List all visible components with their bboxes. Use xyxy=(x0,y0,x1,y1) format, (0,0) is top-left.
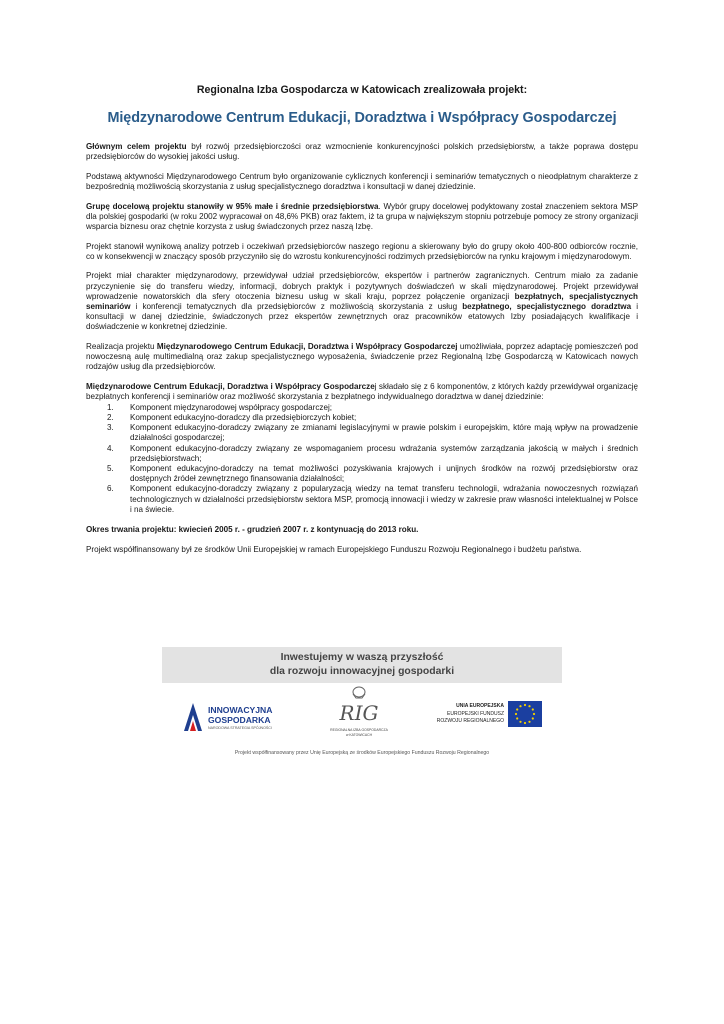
components-list xyxy=(86,403,638,515)
document-page xyxy=(86,84,638,564)
list-item xyxy=(86,444,638,464)
intl-bold-seminars: bezpłatnych, specjalistycznych seminariów xyxy=(86,291,639,311)
paragraph-activity: Podstawą aktywności Międzynarodowego Centrum było organizowanie cyklicznych konferencji i seminariów tematycznych o nieodpłatnym charakterze z bezpośrednią możliwością skorzystania z usług specjalistycznego doradztwa i konsultacji w danej dziedzinie. xyxy=(86,171,638,191)
list-text: Komponent międzynarodowej współpracy gospodarczej; xyxy=(130,402,333,412)
banner-title-line1: Inwestujemy w waszą przyszłość xyxy=(280,652,444,663)
eu-line1: UNIA EUROPEJSKA xyxy=(456,703,504,709)
realization-text-c: umożliwiała, poprzez adaptację pomieszczeń pod nowoczesną aulę multimedialną oraz zakup specjalistycznego wyposażenia, świadczenie przez Regionalną Izbę Gospodarczą w Katowicach nowych rodzajów usług dla przedsiębiorców. xyxy=(86,342,638,372)
list-item xyxy=(86,464,638,484)
list-text: Komponent edukacyjno-doradczy związany ze wspomaganiem procesu wdrażania systemów zarządzania jakością w małych i średnich przedsiębiorstwach; xyxy=(130,443,638,463)
banner-footer: Projekt współfinansowany przez Unię Europejską ze środków Europejskiego Funduszu Rozwoju Regionalnego xyxy=(234,750,490,756)
eu-line3: ROZWOJU REGIONALNEGO xyxy=(436,718,504,724)
realization-text-a: Realizacja projektu xyxy=(86,342,157,351)
intro-heading: Regionalna Izba Gospodarcza w Katowicach zrealizowała projekt: xyxy=(196,84,528,96)
paragraph-goal xyxy=(86,142,638,162)
rig-emblem-icon xyxy=(322,684,396,728)
components-bold: Międzynarodowe Centrum Edukacji, Doradztwa i Współpracy Gospodarcze xyxy=(86,382,375,391)
list-number: 3. xyxy=(107,423,114,433)
list-item xyxy=(86,484,638,515)
eu-line2: EUROPEJSKI FUNDUSZ xyxy=(447,711,504,717)
list-number: 5. xyxy=(107,464,114,474)
project-title: Międzynarodowe Centrum Edukacji, Doradztwa i Współpracy Gospodarczej xyxy=(107,110,617,126)
eu-logo xyxy=(424,701,554,737)
rig-logo xyxy=(322,684,396,740)
project-duration: Okres trwania projektu: kwiecień 2005 r. - grudzień 2007 r. z kontynuacją do 2013 roku. xyxy=(86,525,419,535)
eu-flag-icon xyxy=(508,701,542,727)
intl-text-a: Projekt miał charakter międzynarodowy, przewidywał udział przedsiębiorców, ekspertów i partnerów zagranicznych. Centrum miało za zadanie przyczynienie się do transferu wiedzy, informacji, dobrych praktyk i pozytywnych doświadczeń w skali międzynarodowej. Projekt przewidywał wprowadzenie nowatorskich dla sfery otoczenia biznesu usług w skali kraju, poprzez połączenie organizacji xyxy=(86,271,638,301)
ig-flag-icon xyxy=(182,701,204,733)
ig-line1: INNOWACYJNA xyxy=(208,705,273,715)
ig-line3: NARODOWA STRATEGIA SPÓJNOŚCI xyxy=(208,726,272,730)
list-item xyxy=(86,403,638,413)
paragraph-components xyxy=(86,382,638,402)
intl-text-e: i konsultacji w danej dziedzinie, świadczonych przez ekspertów zewnętrznych oraz pracowników etatowych Izby posiadających kwalifikacje i doświadczenie w konkretnej dziedzinie. xyxy=(86,302,638,332)
paragraph-international xyxy=(86,271,638,332)
list-text: Komponent edukacyjno-doradczy na temat możliwości pozyskiwania krajowych i unijnych środków na rozwój przedsiębiorstw oraz dostępnych źródeł zewnętrznego finansowania działalności; xyxy=(130,464,638,484)
list-text: Komponent edukacyjno-doradczy związany z popularyzacją wiedzy na temat transferu technologii, wdrażania nowoczesnych rozwiązań technologicznych w działalności przedsiębiorstw sektora MSP, promocją innowacji i wiedzy w zakresie praw własności intelektualnej w Polsce i na świecie. xyxy=(130,484,638,514)
list-number: 1. xyxy=(107,402,114,412)
list-number: 2. xyxy=(107,413,114,422)
banner-title-line2: dla rozwoju innowacyjnej gospodarki xyxy=(269,666,455,677)
list-item xyxy=(86,413,638,423)
svg-text:RIG: RIG xyxy=(339,701,379,725)
intl-text-c: i konferencji tematycznych dla przedsiębiorców z możliwością skorzystania z usług xyxy=(130,302,463,311)
rig-line2: w KATOWICACH xyxy=(345,733,373,737)
goal-text: był rozwój przedsiębiorczości oraz wzmocnienie konkurencyjności polskich przedsiębiorstw, a także poprawa dostępu przedsiębiorców do wysokiej jakości usług. xyxy=(86,142,638,162)
list-item xyxy=(86,423,638,443)
innowacyjna-gospodarka-logo xyxy=(182,699,292,739)
rig-line1: REGIONALNA IZBA GOSPODARCZA xyxy=(330,728,388,732)
list-number: 6. xyxy=(107,484,114,494)
list-text: Komponent edukacyjno-doradczy dla przedsiębiorczych kobiet; xyxy=(130,413,357,422)
goal-label: Głównym celem projektu xyxy=(86,142,187,151)
target-group-text: . Wybór grupy docelowej podyktowany został znaczeniem sektora MSP dla polskiej gospodarki (w roku 2002 wypracował on 48,6% PKB) oraz faktem, iż ta grupa w największym stopniu potrzebuje pomocy ze strony organizacji wsparcia biznesu oraz chętnie korzysta z usług świadczonych przez naszą Izbę. xyxy=(86,201,638,231)
funding-note: Projekt współfinansowany był ze środków Unii Europejskiej w ramach Europejskiego Funduszu Rozwoju Regionalnego i budżetu państwa. xyxy=(86,544,582,554)
intl-bold-advisory: bezpłatnego, specjalistycznego doradztwa xyxy=(462,302,632,311)
ig-line2: GOSPODARKA xyxy=(208,715,271,725)
target-group-label: Grupę docelową projektu stanowiły w 95% małe i średnie przedsiębiorstwa xyxy=(86,201,379,211)
paragraph-target-group xyxy=(86,202,638,233)
funding-banner xyxy=(162,647,562,760)
list-text: Komponent edukacyjno-doradczy związany ze zmianami legislacyjnymi w prawie polskim i europejskim, które mają wpływ na prowadzenie działalności gospodarczej; xyxy=(130,423,638,443)
list-number: 4. xyxy=(107,443,114,453)
paragraph-analysis: Projekt stanowił wynikową analizy potrzeb i oczekiwań przedsiębiorców naszego regionu a skierowany było do grupy około 400-800 odbiorców rocznie, co w konsekwencji w znaczący sposób przyczyniło się do wzrostu konkurencyjności rodzimych przedsiębiorców na rynku krajowym i międzynarodowym. xyxy=(86,241,638,261)
realization-bold: Międzynarodowego Centrum Edukacji, Doradztwa i Współpracy Gospodarczej xyxy=(156,342,458,351)
components-text: j składało się z 6 komponentów, z których każdy przewidywał organizację bezpłatnych konferencji i seminariów oraz możliwość skorzystania z bezpłatnego indywidualnego doradztwa w danej dziedzinie: xyxy=(86,382,638,402)
paragraph-realization xyxy=(86,342,638,373)
